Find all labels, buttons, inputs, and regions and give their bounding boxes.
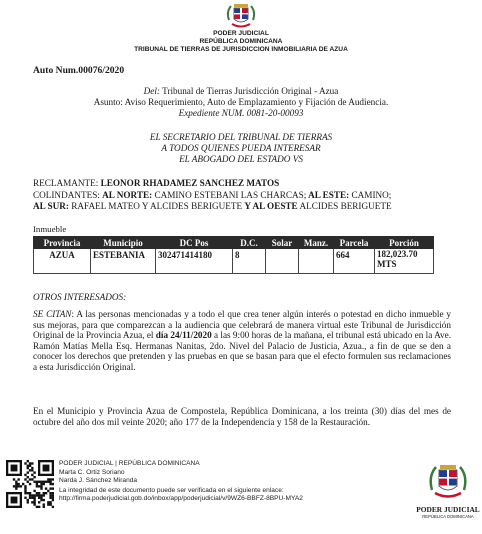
expediente-line: Expediente NUM. 0081-20-00093 xyxy=(178,108,304,118)
este-value: CAMINO; xyxy=(349,190,392,200)
inmueble-table-wrap xyxy=(33,236,434,274)
col-solar: Solar xyxy=(266,237,299,249)
del-text: Tribunal de Tierras Jurisdicción Original - Azua xyxy=(159,86,339,96)
asunto-line: Asunto: Aviso Requerimiento, Auto de Emplazamiento y Fijación de Audiencia. xyxy=(93,97,389,107)
qr-code-icon xyxy=(6,460,54,508)
reclamante-name: LEONOR RHADAMEZ SANCHEZ MATOS xyxy=(100,178,280,188)
col-provincia: Provincia xyxy=(34,237,91,249)
cell-dc: 8 xyxy=(233,249,266,274)
auto-number: Auto Num.00076/2020 xyxy=(33,65,125,76)
colindantes-block xyxy=(33,190,453,211)
footer-signer-2: Narda J. Sánchez Miranda xyxy=(59,477,138,485)
footer-verify-link[interactable]: http://firma.poderjudicial.gob.do/inbox/app/poderjudicial/v/9WZ6-BBFZ-8BPU-MYA2 xyxy=(59,495,303,503)
footer-verify-text: La integridad de este documento puede ser verificada en el siguiente enlace: xyxy=(59,486,284,494)
col-manz: Manz. xyxy=(299,237,334,249)
del-label: Del: xyxy=(143,86,160,96)
footer-block xyxy=(59,460,389,504)
header-country: REPÚBLICA DOMINICANA xyxy=(199,38,283,45)
sur-value: RAFAEL MATEO Y ALCIDES BERIGUETE xyxy=(69,200,245,211)
col-parcela: Parcela xyxy=(334,237,375,249)
norte-label: AL NORTE: xyxy=(102,190,153,200)
secretario-line-2: A TODOS QUIENES PUEDA INTERESAR xyxy=(161,143,321,153)
cita-date: día 24/11/2020 xyxy=(155,330,212,341)
cita-text-1: : A las personas mencionadas y a todo el que crea tener algún interés o potestad en dicho inmueble y sus mejoras, para que comparezcan a la audiencia que celebrará de manera virtual este Tribunal de Jurisdicción Original de la Provincia Azua, el xyxy=(33,309,451,341)
reclamante-line xyxy=(33,178,279,189)
cell-solar xyxy=(266,249,299,274)
oeste-value: ALCIDES BERIGUETE xyxy=(297,200,392,211)
cell-porcion: 182,023.70 MTS xyxy=(375,249,434,274)
cita-paragraph xyxy=(33,309,451,373)
poder-judicial-logo-icon xyxy=(428,462,468,502)
oeste-label: Y AL OESTE xyxy=(244,200,298,211)
secretario-line-3: EL ABOGADO DEL ESTADO VS xyxy=(179,154,303,164)
norte-value: CAMINO ESTEBANI LAS CHARCAS; xyxy=(152,190,307,200)
col-dc: D.C. xyxy=(233,237,266,249)
col-dc-pos: DC Pos xyxy=(156,237,233,249)
cell-parcela: 664 xyxy=(334,249,375,274)
cita-label: SE CITAN xyxy=(33,309,72,319)
cell-municipio: ESTEBANIA xyxy=(91,249,156,274)
col-porcion: Porción xyxy=(375,237,434,249)
colindantes-label: COLINDANTES: xyxy=(33,190,103,200)
logo-subtitle: REPÚBLICA DOMINICANA xyxy=(422,514,474,519)
coat-of-arms-icon xyxy=(226,2,256,30)
cell-provincia: AZUA xyxy=(34,249,91,274)
inmueble-table xyxy=(33,236,434,274)
del-line xyxy=(0,86,482,97)
footer-signer-1: Marta C. Ortiz Soriano xyxy=(59,468,125,476)
header-title: PODER JUDICIAL xyxy=(213,30,269,37)
fecha-paragraph: En el Municipio y Provincia Azua de Compostela, República Dominicana, a los treinta (30) días del mes de octubre del año dos mil veinte 2020; año 177 de la Independencia y 158 de la Restauración. xyxy=(33,406,451,427)
col-municipio: Municipio xyxy=(91,237,156,249)
footer-institution: PODER JUDICIAL | REPÚBLICA DOMINICANA xyxy=(59,460,200,467)
este-label: AL ESTE: xyxy=(306,190,350,200)
secretario-line-1: EL SECRETARIO DEL TRIBUNAL DE TIERRAS xyxy=(149,132,333,142)
otros-interesados: OTROS INTERESADOS: xyxy=(33,292,127,302)
inmueble-label: Inmueble xyxy=(33,224,67,234)
sur-label: AL SUR: xyxy=(33,200,69,211)
cell-dc-pos: 302471414180 xyxy=(156,249,233,274)
table-row xyxy=(34,249,434,274)
cita-text-2: a las 9:00 horas de la mañana, el tribunal está ubicado en la Ave. Ramón Matías Mella Esq. Hermanas Nanitas, 2do. Nivel del Palacio de Justicia, Azua., a fin de que se den a conocer los derechos que pretenden y las pruebas en que se basan para que el efecto formulen sus reclamaciones a esta Jurisdicción Original. xyxy=(33,330,452,372)
cell-manz xyxy=(299,249,334,274)
logo-title: PODER JUDICIAL xyxy=(416,505,480,514)
header-court: TRIBUNAL DE TIERRAS DE JURISDICCION INMOBILIARIA DE AZUA xyxy=(134,46,348,53)
reclamante-label: RECLAMANTE: xyxy=(33,178,101,188)
